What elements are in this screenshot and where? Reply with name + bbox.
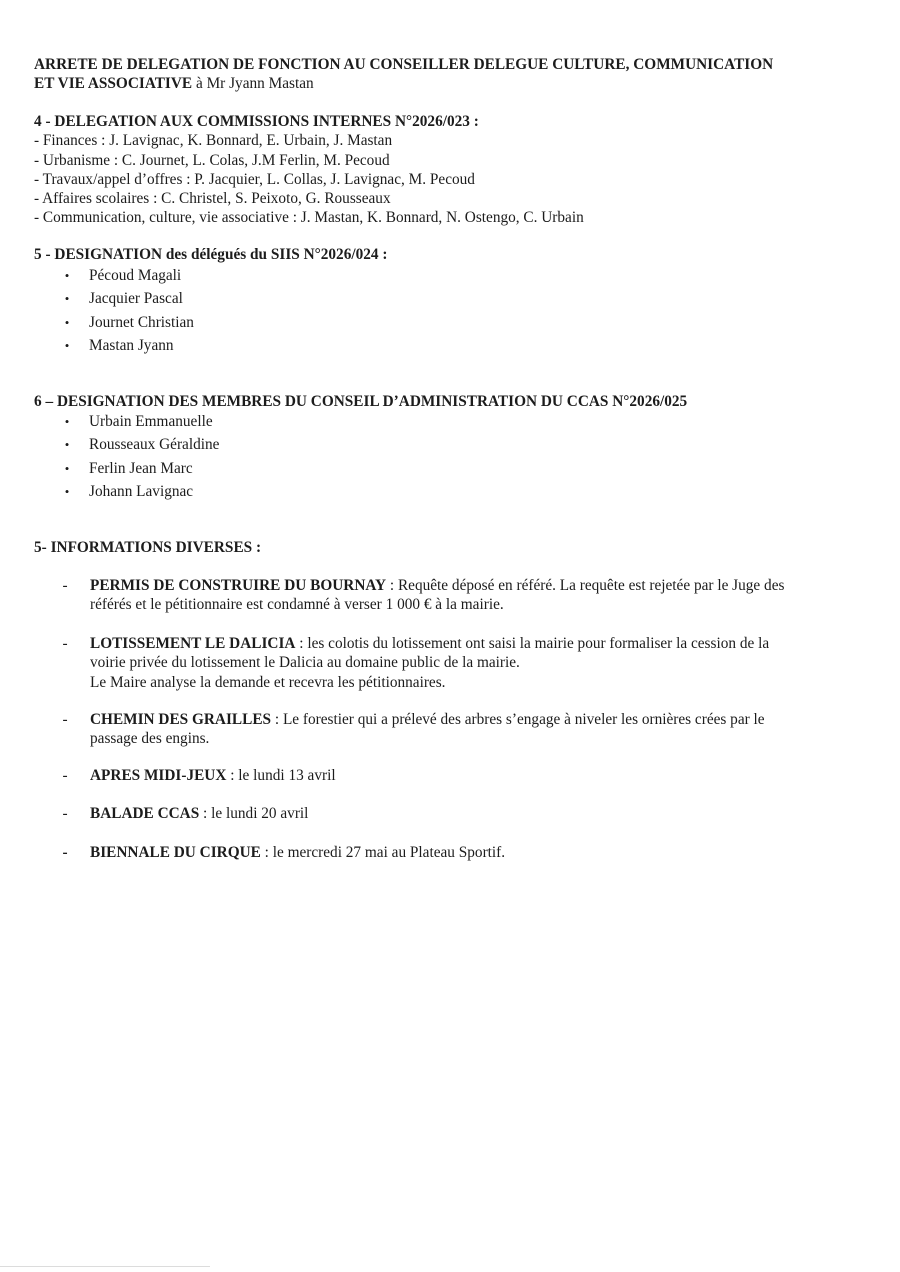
info-title: BIENNALE DU CIRQUE xyxy=(90,844,261,861)
commission-item: - Communication, culture, vie associative : J. Mastan, K. Bonnard, N. Ostengo, C. Urbain xyxy=(34,209,584,227)
siis-heading-block xyxy=(34,245,864,264)
info-line: Le Maire analyse la demande et recevra les pétitionnaires. xyxy=(90,673,446,691)
info-desc: : le lundi 13 avril xyxy=(226,767,336,784)
list-item xyxy=(34,336,634,359)
info-line xyxy=(90,634,866,653)
arrete-title-line2 xyxy=(34,74,864,93)
info-title: LOTISSEMENT LE DALICIA xyxy=(90,635,296,652)
dash-icon: - xyxy=(62,711,68,728)
infos-heading: 5- INFORMATIONS DIVERSES : xyxy=(34,539,262,556)
dash-icon: - xyxy=(62,767,68,784)
info-desc: : le lundi 20 avril xyxy=(199,805,309,822)
list-item-text: Johann Lavignac xyxy=(89,482,194,500)
info-line: passage des engins. xyxy=(90,730,210,748)
info-title: BALADE CCAS xyxy=(90,805,200,822)
info-desc: : Requête déposé en référé. La requête est rejetée par le Juge des xyxy=(386,577,785,594)
arrete-title-bold: ET VIE ASSOCIATIVE xyxy=(34,75,193,93)
dash-icon: - xyxy=(62,844,68,861)
list-item xyxy=(34,459,634,482)
dash-icon: - xyxy=(62,577,68,594)
commission-item: - Travaux/appel d’offres : P. Jacquier, L. Collas, J. Lavignac, M. Pecoud xyxy=(34,170,475,188)
info-desc: : les colotis du lotissement ont saisi la mairie pour formaliser la cession de la xyxy=(295,635,770,652)
bullet-icon: • xyxy=(64,437,70,453)
info-line xyxy=(90,710,866,729)
bullet-icon: • xyxy=(64,460,70,476)
arrete-title-rest: à Mr Jyann Mastan xyxy=(192,75,314,93)
list-item-text: Ferlin Jean Marc xyxy=(89,459,193,477)
list-item xyxy=(34,313,634,336)
siis-list xyxy=(34,266,634,359)
list-item xyxy=(34,266,634,289)
info-line xyxy=(90,576,866,595)
list-item-text: Rousseaux Géraldine xyxy=(89,436,220,454)
bullet-icon: • xyxy=(64,483,70,499)
list-item-text: Pécoud Magali xyxy=(89,267,182,284)
list-item-text: Jacquier Pascal xyxy=(89,290,183,308)
info-line xyxy=(90,804,866,823)
info-line: voirie privée du lotissement le Dalicia au domaine public de la mairie. xyxy=(90,654,520,672)
ccas-heading: 6 – DESIGNATION DES MEMBRES DU CONSEIL D’ADMINISTRATION DU CCAS N°2026/025 xyxy=(34,393,688,410)
arrete-section xyxy=(34,55,864,94)
list-item xyxy=(34,435,634,458)
commission-item: - Urbanisme : C. Journet, L. Colas, J.M Ferlin, M. Pecoud xyxy=(34,151,390,169)
info-desc: : le mercredi 27 mai au Plateau Sportif. xyxy=(260,844,506,861)
bullet-icon: • xyxy=(64,291,70,307)
dash-icon: - xyxy=(62,805,68,822)
ccas-list xyxy=(34,412,634,505)
bullet-icon: • xyxy=(64,314,70,330)
info-desc: : Le forestier qui a prélevé des arbres s’engage à niveler les ornières crées par le xyxy=(271,711,765,728)
siis-heading: 5 - DESIGNATION des délégués du SIIS N°2026/024 : xyxy=(34,246,388,263)
info-line: référés et le pétitionnaire est condamné à verser 1 000 € à la mairie. xyxy=(90,596,504,614)
dash-icon: - xyxy=(62,635,68,652)
bullet-icon: • xyxy=(64,268,70,283)
list-item-text: Journet Christian xyxy=(89,313,194,331)
list-item xyxy=(34,412,634,435)
commission-item: - Affaires scolaires : C. Christel, S. Peixoto, G. Rousseaux xyxy=(34,190,391,208)
commission-item: - Finances : J. Lavignac, K. Bonnard, E. Urbain, J. Mastan xyxy=(34,132,393,150)
bullet-icon: • xyxy=(64,414,70,429)
list-item-text: Urbain Emmanuelle xyxy=(89,413,213,430)
info-title: PERMIS DE CONSTRUIRE DU BOURNAY xyxy=(90,577,387,594)
commissions-section xyxy=(34,112,864,228)
arrete-title-line1: ARRETE DE DELEGATION DE FONCTION AU CONSEILLER DELEGUE CULTURE, COMMUNICATION xyxy=(34,56,774,73)
list-item-text: Mastan Jyann xyxy=(89,336,174,354)
infos-heading-block xyxy=(34,538,864,557)
bullet-icon: • xyxy=(64,337,70,353)
info-title: CHEMIN DES GRAILLES xyxy=(90,711,272,728)
info-line xyxy=(90,766,866,785)
list-item xyxy=(34,289,634,312)
info-title: APRES MIDI-JEUX xyxy=(90,767,227,784)
commissions-heading: 4 - DELEGATION AUX COMMISSIONS INTERNES N°2026/023 : xyxy=(34,113,479,130)
ccas-heading-block xyxy=(34,392,864,411)
list-item xyxy=(34,482,634,505)
info-line xyxy=(90,843,866,862)
scan-edge-divider xyxy=(0,1266,210,1267)
